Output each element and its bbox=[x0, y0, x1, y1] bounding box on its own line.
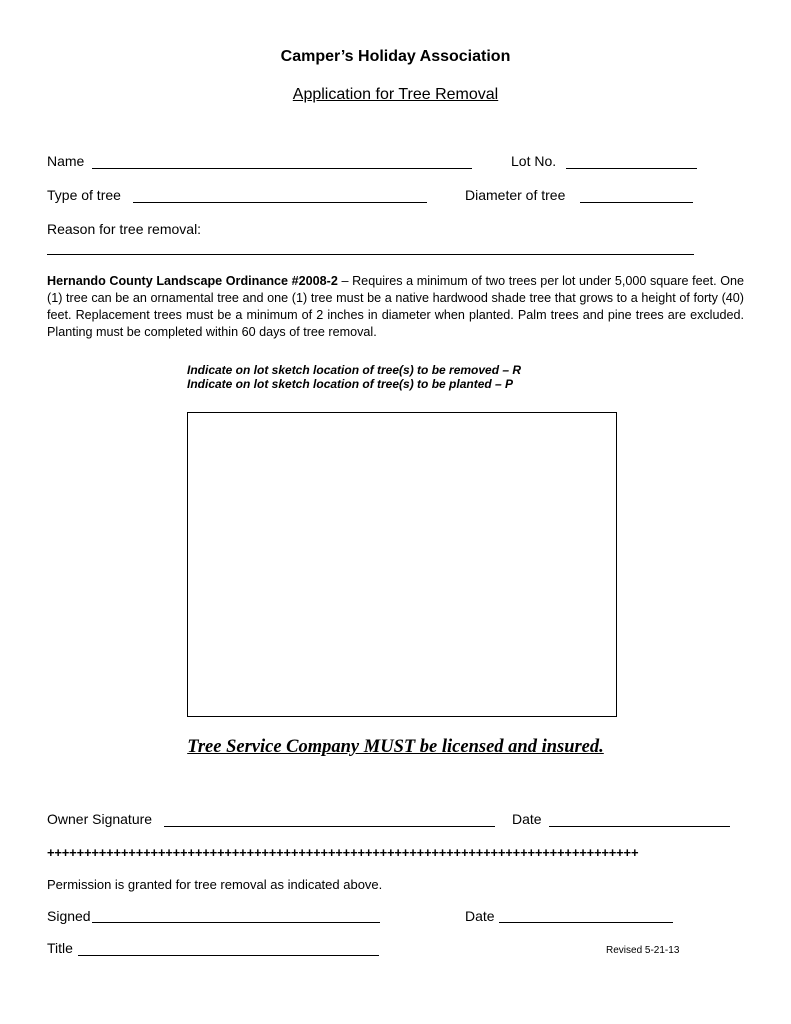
lot-sketch-box[interactable] bbox=[187, 412, 617, 717]
license-warning: Tree Service Company MUST be licensed and insured. bbox=[187, 737, 604, 757]
lot-number-field[interactable] bbox=[566, 168, 697, 169]
tree-type-label: Type of tree bbox=[47, 187, 121, 203]
separator-line: ++++++++++++++++++++++++++++++++++++++++++++++++++++++++++++++++++++++++++++++++ bbox=[47, 845, 639, 860]
page-title: Camper’s Holiday Association bbox=[280, 48, 511, 65]
tree-diameter-field[interactable] bbox=[580, 202, 693, 203]
ordinance-paragraph bbox=[47, 273, 744, 341]
owner-date-label: Date bbox=[512, 811, 542, 827]
owner-signature-field[interactable] bbox=[164, 826, 495, 827]
subtitle-text: Application for Tree Removal bbox=[292, 86, 499, 103]
approval-date-label: Date bbox=[465, 908, 495, 924]
page-subtitle bbox=[0, 86, 791, 104]
owner-signature-label: Owner Signature bbox=[47, 811, 153, 827]
tree-type-field[interactable] bbox=[133, 202, 427, 203]
tree-diameter-label: Diameter of tree bbox=[465, 187, 566, 203]
sketch-instruction-planted: Indicate on lot sketch location of tree(s) to be planted – P bbox=[187, 377, 514, 391]
name-label: Name bbox=[47, 153, 85, 169]
permission-text: Permission is granted for tree removal as indicated above. bbox=[47, 877, 383, 892]
owner-date-field[interactable] bbox=[549, 826, 730, 827]
revision-note: Revised 5-21-13 bbox=[606, 945, 680, 956]
signed-field[interactable] bbox=[92, 922, 380, 923]
name-field[interactable] bbox=[92, 168, 472, 169]
signed-label: Signed bbox=[47, 908, 91, 924]
approval-date-field[interactable] bbox=[499, 922, 673, 923]
ordinance-body: – Requires a minimum of two trees per lot under 5,000 square feet. One (1) tree can be an ornamental tree and one (1) tree must be a native hardwood shade tree that grows to a height of forty (40) feet. Replacement trees must be a minimum of 2 inches in diameter when planted. Palm trees and pine trees are excluded. Planting must be completed within 60 days of tree removal. bbox=[47, 274, 744, 339]
title-label: Title bbox=[47, 940, 73, 956]
sketch-instruction-removed: Indicate on lot sketch location of tree(s) to be removed – R bbox=[187, 363, 522, 377]
title-field[interactable] bbox=[78, 955, 379, 956]
ordinance-heading: Hernando County Landscape Ordinance #2008-2 bbox=[47, 274, 338, 288]
lot-number-label: Lot No. bbox=[511, 153, 557, 169]
reason-field[interactable] bbox=[47, 254, 694, 255]
reason-label: Reason for tree removal: bbox=[47, 221, 202, 237]
